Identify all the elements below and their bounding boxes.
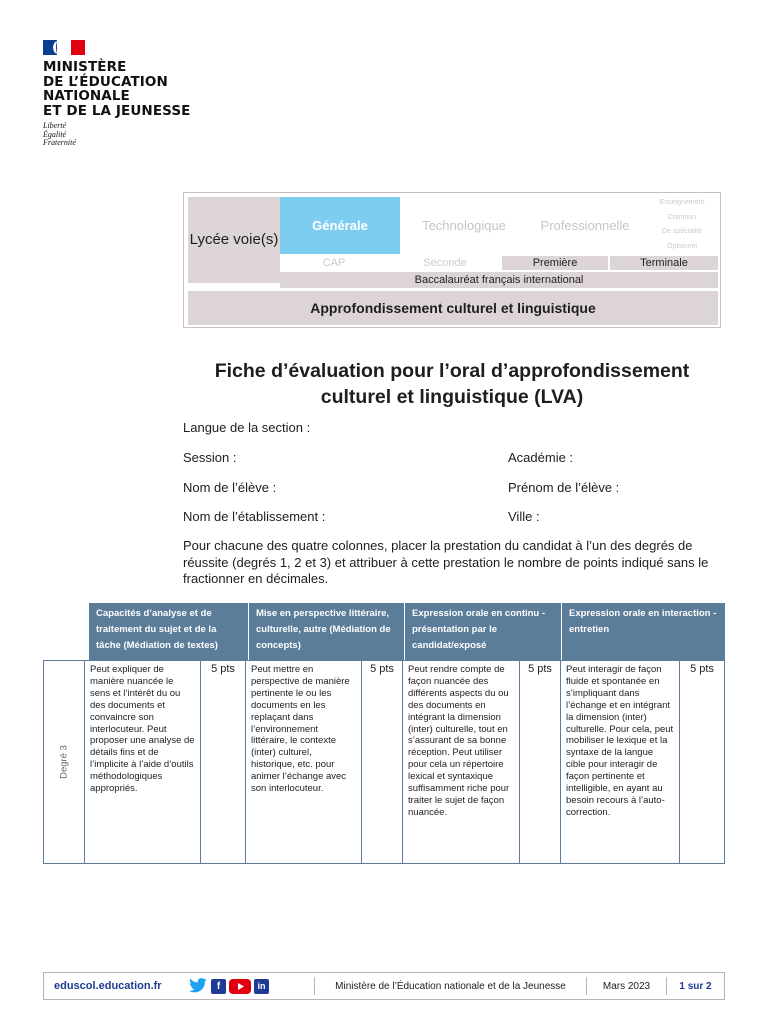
criterion-text: Peut interagir de façon fluide et spontanée en s’impliquant dans l’échange et en intégrant la dimension (inter) culturelle. Pour cela, peut mobiliser le lexique et la syntaxe de la langue cible pour interagir de façon pertinente et intelligible, en ayant au besoin recours à l’auto-correction. <box>561 661 680 863</box>
voie-technologique: Technologique <box>422 218 506 233</box>
social-links <box>184 973 314 999</box>
column-header-perspective: Mise en perspective littéraire, culturelle, autre (Médiation de concepts) <box>249 603 405 660</box>
ministry-name: MINISTÈRE DE L’ÉDUCATION NATIONALE ET DE LA JEUNESSE <box>43 59 191 119</box>
lycee-voies-label: Lycée voie(s) <box>188 197 280 283</box>
page-title: Fiche d’évaluation pour l’oral d’approfondissement culturel et linguistique (LVA) <box>214 360 690 408</box>
niveau-premiere: Première <box>502 256 608 270</box>
voie-generale: Générale <box>280 197 400 254</box>
column-header-expression-interaction: Expression orale en interaction - entretien <box>569 608 717 635</box>
footer-date: Mars 2023 <box>586 977 666 995</box>
field-academie: Académie : <box>508 450 574 465</box>
page-number: 1 sur 2 <box>666 977 724 995</box>
instructions-text: Pour chacune des quatre colonnes, placer la prestation du candidat à l’un des degrés de réussite (degrés 1, 2 et 3) et attribuer à cette prestation le nombre de points indiqué sans le fractionner en décimales. <box>183 538 709 586</box>
criterion-cell-expression-interaction <box>561 661 724 863</box>
ministry-logo <box>43 40 191 148</box>
criterion-text: Peut expliquer de manière nuancée le sens et l’intérêt du ou des documents et convaincre son interlocuteur. Peut proposer une analyse de détails fins et de l’implicite à l’aide d’outils méthodologiques appropriés. <box>85 661 201 863</box>
enseignement-label: Enseignement <box>659 199 705 206</box>
table-row <box>43 660 725 864</box>
field-session: Session : <box>183 450 237 465</box>
degree-label: Degré 3 <box>58 745 70 779</box>
page-footer <box>43 972 725 1000</box>
criterion-points: 5 pts <box>211 663 235 675</box>
criterion-cell-expression-continu <box>403 661 561 863</box>
column-header-expression-continu: Expression orale en continu - présentation par le candidat/exposé <box>405 603 562 660</box>
criterion-cell-analyse <box>85 661 246 863</box>
field-ville: Ville : <box>508 509 540 524</box>
niveau-seconde: Seconde <box>423 257 467 269</box>
criterion-points: 5 pts <box>528 663 552 675</box>
niveau-cap: CAP <box>322 257 346 269</box>
degree-cell <box>44 661 85 863</box>
niveau-terminale: Terminale <box>610 256 718 270</box>
discipline-label: Approfondissement culturel et linguistique <box>188 291 718 325</box>
enseignement-list <box>646 195 718 255</box>
field-prenom-eleve: Prénom de l’élève : <box>508 480 620 495</box>
column-header-analyse: Capacités d’analyse et de traitement du sujet et de la tâche (Médiation de textes) <box>89 603 249 660</box>
twitter-icon[interactable] <box>188 978 208 994</box>
voie-professionnelle: Professionnelle <box>540 218 630 233</box>
linkedin-icon[interactable]: in <box>254 979 269 994</box>
field-langue: Langue de la section : <box>183 420 311 435</box>
criterion-points: 5 pts <box>690 663 714 675</box>
field-etablissement: Nom de l’établissement : <box>183 509 326 524</box>
criterion-cell-perspective <box>246 661 403 863</box>
enseignement-commun: Commun <box>667 213 697 221</box>
facebook-icon[interactable]: f <box>211 979 226 994</box>
enseignement-optionnel: Optionnel <box>667 242 697 250</box>
enseignement-specialite: De spécialité <box>661 228 703 235</box>
youtube-icon[interactable] <box>229 979 251 994</box>
evaluation-table-header <box>89 603 725 660</box>
bfi-label: Baccalauréat français international <box>280 272 718 288</box>
footer-ministry: Ministère de l’Éducation nationale et de la Jeunesse <box>314 977 586 995</box>
header-classification-box <box>183 192 721 328</box>
eduscol-link[interactable]: eduscol.education.fr <box>54 980 162 992</box>
criterion-text: Peut mettre en perspective de manière pertinente le ou les documents en les replaçant dans l’environnement littéraire, le contexte (inter) culturel, historique, etc. pour animer l’échange avec son interlocuteur. <box>246 661 362 863</box>
marianne-flag-icon <box>43 40 85 55</box>
field-nom-eleve: Nom de l’élève : <box>183 480 277 495</box>
criterion-text: Peut rendre compte de façon nuancée des différents aspects du ou des documents en intégrant la dimension (inter) culturelle, tout en s’assurant de sa bonne réception. Peut utiliser pour cela un répertoire lexical et syntaxique suffisamment riche pour traiter le sujet de façon nuancée. <box>403 661 520 863</box>
criterion-points: 5 pts <box>370 663 394 675</box>
republic-motto: Liberté Égalité Fraternité <box>43 121 76 147</box>
